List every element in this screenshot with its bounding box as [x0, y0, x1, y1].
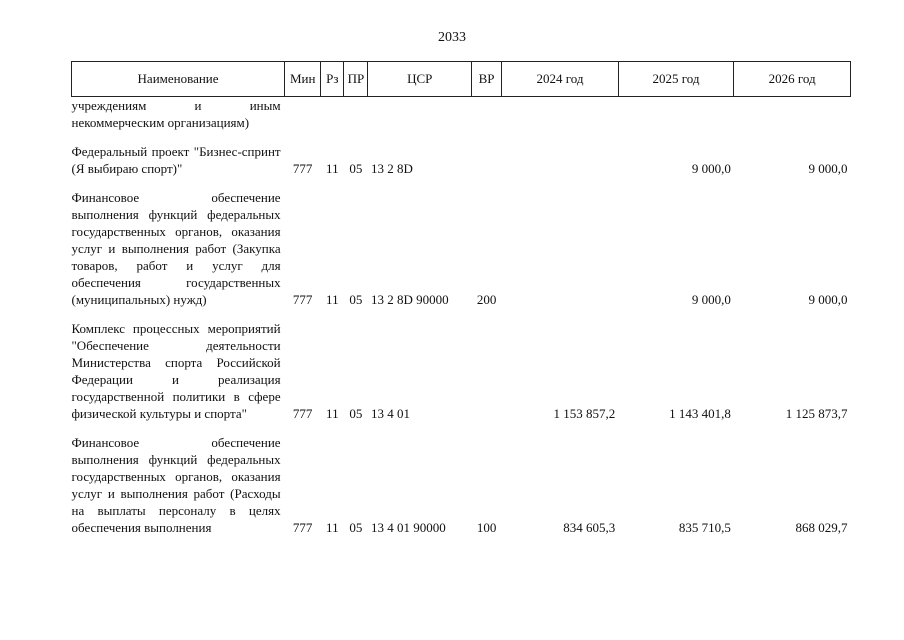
row-pr: 05 — [349, 161, 363, 176]
row-pr: 05 — [349, 406, 363, 421]
row-vr — [472, 143, 502, 177]
table-row — [72, 97, 851, 132]
row-2025 — [618, 97, 734, 132]
header-vr: ВР — [472, 62, 502, 97]
row-csr: 13 4 01 — [370, 406, 410, 421]
row-2026: 9 000,0 — [808, 292, 848, 307]
table-row — [72, 189, 851, 308]
row-pr: 05 — [349, 520, 363, 535]
row-name: учреждениям и иным некоммерческим организациям) — [71, 98, 281, 130]
header-rz: Рз — [321, 62, 344, 97]
row-name: Финансовое обеспечение выполнения функций федеральных государственных органов, оказания услуг и выполнения работ (Расходы на выплаты персоналу в целях обеспечения выполнения — [71, 435, 281, 535]
row-spacer — [72, 308, 851, 320]
row-vr: 100 — [476, 520, 497, 535]
row-2026 — [734, 97, 851, 132]
header-csr: ЦСР — [368, 62, 472, 97]
row-2024 — [502, 143, 619, 177]
table-header-row — [72, 62, 851, 97]
table-row — [72, 143, 851, 177]
header-pr: ПР — [344, 62, 368, 97]
table-row — [72, 320, 851, 422]
header-2026: 2026 год — [734, 62, 851, 97]
row-name: Федеральный проект "Бизнес-спринт (Я выбираю спорт)" — [71, 144, 281, 176]
row-2024: 1 153 857,2 — [553, 406, 616, 421]
row-min — [285, 97, 321, 132]
row-rz: 11 — [326, 292, 339, 307]
page-number: 2033 — [438, 30, 466, 45]
row-rz: 11 — [326, 520, 339, 535]
row-csr: 13 2 8D 90000 — [370, 292, 449, 307]
row-rz — [321, 97, 344, 132]
row-csr — [368, 97, 472, 132]
row-rz: 11 — [326, 406, 339, 421]
row-pr: 05 — [349, 292, 363, 307]
row-min: 777 — [292, 292, 313, 307]
row-csr: 13 2 8D — [370, 161, 413, 176]
header-2024: 2024 год — [502, 62, 619, 97]
row-2024 — [502, 189, 619, 308]
row-spacer — [72, 422, 851, 434]
row-spacer — [72, 131, 851, 143]
budget-table — [71, 61, 851, 536]
row-vr — [472, 320, 502, 422]
row-min: 777 — [292, 520, 313, 535]
header-min: Мин — [285, 62, 321, 97]
row-2025: 835 710,5 — [678, 520, 731, 535]
row-2026: 9 000,0 — [808, 161, 848, 176]
row-name: Финансовое обеспечение выполнения функций федеральных государственных органов, оказания услуг и выполнения работ (Закупка товаров, работ и услуг для обеспечения государственных (муниципальных) нужд) — [71, 190, 281, 307]
row-rz: 11 — [326, 161, 339, 176]
row-min: 777 — [292, 406, 313, 421]
row-vr — [472, 97, 502, 132]
row-2026: 1 125 873,7 — [785, 406, 848, 421]
row-csr: 13 4 01 90000 — [370, 520, 446, 535]
row-2026: 868 029,7 — [795, 520, 848, 535]
row-pr — [344, 97, 368, 132]
row-spacer — [72, 177, 851, 189]
row-2025: 9 000,0 — [691, 292, 731, 307]
row-min: 777 — [292, 161, 313, 176]
header-name: Наименование — [72, 62, 285, 97]
row-vr: 200 — [476, 292, 497, 307]
table-row — [72, 434, 851, 536]
row-2025: 9 000,0 — [691, 161, 731, 176]
row-2024: 834 605,3 — [563, 520, 616, 535]
row-name: Комплекс процессных мероприятий "Обеспечение деятельности Министерства спорта Российской Федерации и реализация государственной политики в сфере физической культуры и спорта" — [71, 321, 281, 421]
row-2024 — [502, 97, 619, 132]
header-2025: 2025 год — [618, 62, 734, 97]
row-2025: 1 143 401,8 — [669, 406, 731, 421]
